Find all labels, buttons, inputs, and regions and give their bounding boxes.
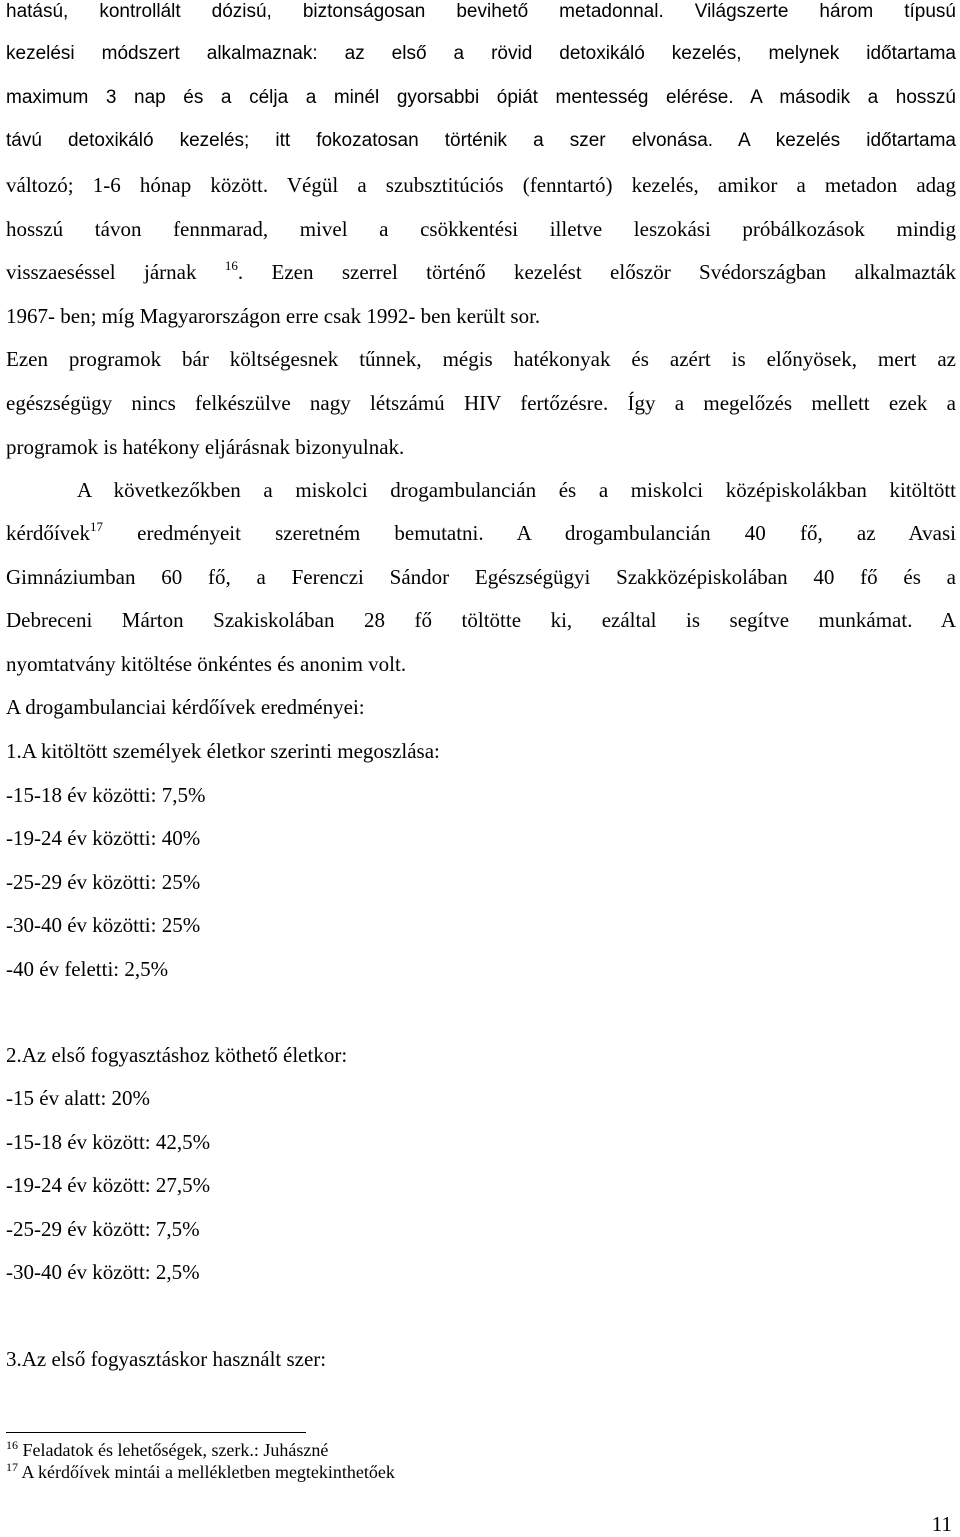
section2-item: -19-24 év között: 27,5% xyxy=(6,1173,211,1197)
footnote-text: A kérdőívek mintái a mellékletben megtekinthetőek xyxy=(21,1462,395,1482)
section1-item: -30-40 év közötti: 25% xyxy=(6,913,201,937)
paragraph2-line1: Ezen programok bár költségesnek tűnnek, mégis hatékonyak és azért is előnyösek, mert az xyxy=(6,347,956,371)
paragraph1-line7-text-b: . Ezen szerrel történő kezelést először Svédországban alkalmazták xyxy=(237,260,957,284)
section1-item: -19-24 év közötti: 40% xyxy=(6,826,201,850)
section1-item: -40 év feletti: 2,5% xyxy=(6,957,169,981)
section1-title: 1.A kitöltött személyek életkor szerinti megoszlása: xyxy=(6,739,440,763)
paragraph1-line7 xyxy=(6,260,956,284)
section2-item: -25-29 év között: 7,5% xyxy=(6,1217,200,1241)
paragraph3-line3: Gimnáziumban 60 fő, a Ferenczi Sándor Egészségügyi Szakközépiskolában 40 fő és a xyxy=(6,565,956,589)
results-heading: A drogambulanciai kérdőívek eredményei: xyxy=(6,695,365,719)
paragraph3-line2-text-a: kérdőívek xyxy=(6,521,90,545)
page-number: 11 xyxy=(931,1512,952,1536)
section2-item: -15-18 év között: 42,5% xyxy=(6,1130,211,1154)
paragraph1-line4: távú detoxikáló kezelés; itt fokozatosan történik a szer elvonása. A kezelés időtartama xyxy=(6,130,956,151)
paragraph1-line2: kezelési módszert alkalmaznak: az első a rövid detoxikáló kezelés, melynek időtartama xyxy=(6,43,956,64)
paragraph3-line4: Debreceni Márton Szakiskolában 28 fő töltötte ki, ezáltal is segítve munkámat. A xyxy=(6,608,956,632)
footnote-separator xyxy=(6,1432,306,1433)
paragraph1-line6: hosszú távon fennmarad, mivel a csökkentési illetve leszokási próbálkozások mindig xyxy=(6,217,956,241)
section2-item: -15 év alatt: 20% xyxy=(6,1086,151,1110)
paragraph1-line8: 1967- ben; míg Magyarországon erre csak 1992- ben került sor. xyxy=(6,304,541,328)
footnote-ref-16: 16 xyxy=(224,258,238,273)
section1-item: -25-29 év közötti: 25% xyxy=(6,870,201,894)
paragraph2-line2: egészségügy nincs felkészülve nagy létszámú HIV fertőzésre. Így a megelőzés mellett ezek a xyxy=(6,391,956,415)
paragraph3-line2 xyxy=(6,521,956,545)
footnote-ref-17: 17 xyxy=(89,519,103,534)
paragraph1-line1: hatású, kontrollált dózisú, biztonságosan bevihető metadonnal. Világszerte három típusú xyxy=(6,1,956,22)
footnote-16 xyxy=(6,1440,328,1460)
paragraph2-line3: programok is hatékony eljárásnak bizonyulnak. xyxy=(6,435,405,459)
paragraph1-line3: maximum 3 nap és a célja a minél gyorsabbi ópiát mentesség elérése. A második a hosszú xyxy=(6,87,956,108)
footnote-text: Feladatok és lehetőségek, szerk.: Juhászné xyxy=(22,1440,329,1460)
footnote-number: 16 xyxy=(6,1438,18,1452)
paragraph3-line2-text-b: eredményeit szeretném bemutatni. A drogambulancián 40 fő, az Avasi xyxy=(102,521,956,545)
footnote-17 xyxy=(6,1462,395,1482)
section1-item: -15-18 év közötti: 7,5% xyxy=(6,783,206,807)
section2-title: 2.Az első fogyasztáshoz köthető életkor: xyxy=(6,1043,348,1067)
footnote-number: 17 xyxy=(6,1460,18,1474)
paragraph3-line1: A következőkben a miskolci drogambulancián és a miskolci középiskolákban kitöltött xyxy=(77,478,956,502)
section3-title: 3.Az első fogyasztáskor használt szer: xyxy=(6,1347,327,1371)
paragraph1-line5: változó; 1-6 hónap között. Végül a szubsztitúciós (fenntartó) kezelés, amikor a metadon adag xyxy=(6,173,956,197)
section2-item: -30-40 év között: 2,5% xyxy=(6,1260,200,1284)
paragraph1-line7-text-a: visszaeséssel járnak xyxy=(6,260,197,284)
paragraph3-line5: nyomtatvány kitöltése önkéntes és anonim volt. xyxy=(6,652,407,676)
